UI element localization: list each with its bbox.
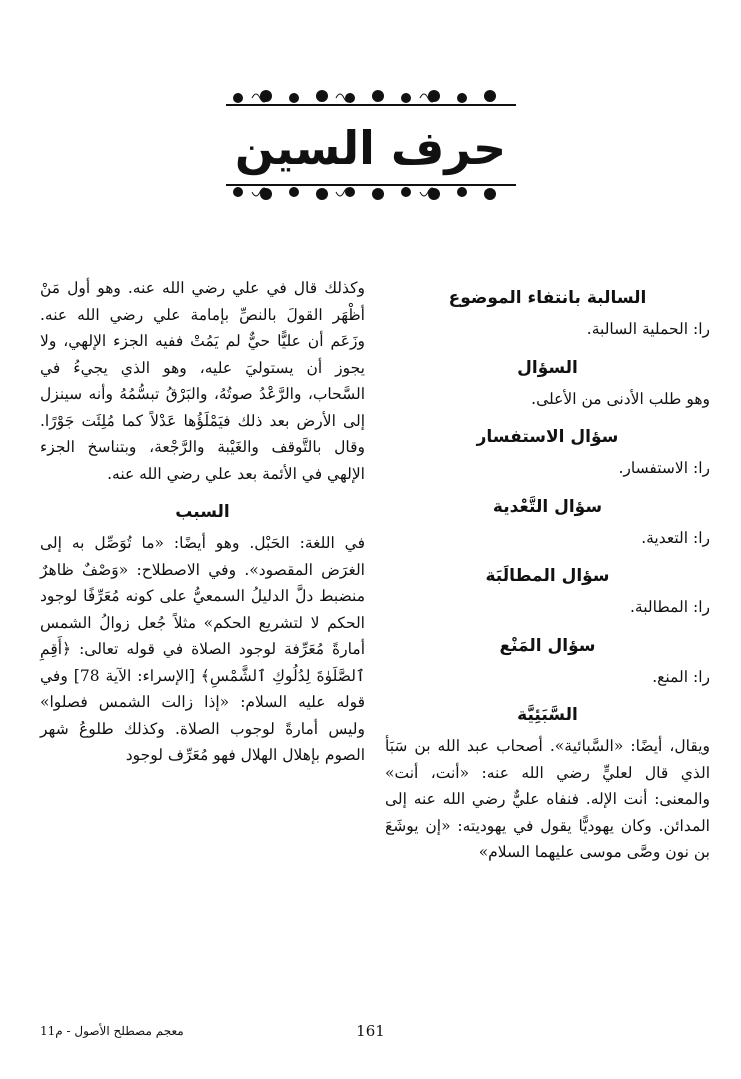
continuation-text: وكذلك قال في علي رضي الله عنه. وهو أول مَنْ أظْهَر القولَ بالنصِّ بإمامة علي رضي الله عنه. وزَعَم أن عليًّا حيٌّ لم يَمُتْ ففيه الجزء الإلهي، ولا يجوز أن يستوليَ عليه، وهو الذي يجيءُ في السَّحاب، والرَّعْدُ صوتُهُ، والبَرْقُ تبسُّمُهُ وأنه سينزل إلى الأرض بعد ذلك فيَمْلَؤُها عَدْلاً كما مُلِئَت جَوْرًا. وقال بالتَّوقف والغَيْبة والرَّجْعة، وبتناسخ الجزء الإلهي في الأئمة بعد علي رضي الله عنه.	[40, 279, 365, 483]
entry-heading: سؤال المطالَبَة	[485, 566, 610, 586]
entry	[385, 561, 710, 621]
entry-body: وهو طلب الأدنى من الأعلى.	[531, 389, 710, 408]
entry-heading: السَّبَئِيَّة	[517, 705, 578, 725]
entry-body: را: الحملية السالبة.	[586, 320, 710, 338]
entry-body: را: المنع.	[652, 667, 710, 686]
entry	[385, 700, 710, 866]
book-title-footer: معجم مصطلح الأصول - م11	[40, 1024, 184, 1038]
ornament-bottom	[0, 180, 741, 204]
entry	[385, 492, 710, 552]
entry	[385, 283, 710, 343]
entry-heading: سؤال المَنْع	[499, 635, 596, 656]
left-column	[40, 275, 365, 779]
entry	[385, 422, 710, 482]
chapter-title: حرف السين	[234, 121, 507, 175]
entry-body: را: الاستفسار.	[618, 459, 710, 477]
entry-body: ويقال، أيضًا: «السَّبائية». أصحاب عبد الله بن سَبَأ الذي قال لعليٍّ رضي الله عنه: «أنت، أنت» والمعنى: أنت الإله. فنفاه عليٌّ رضي الله عنه إلى المدائن. وكان يهوديًّا يقول في يهوديته: «إن يوشَعَ بن نون وصَّى موسى عليهما السلام»	[385, 737, 710, 861]
right-column	[385, 275, 710, 876]
entry-heading: سؤال الاستفسار	[476, 427, 619, 447]
entry-body: را: التعدية.	[641, 528, 710, 547]
entry-heading: سؤال التَّعْدية	[492, 496, 603, 517]
ornament-top	[0, 86, 741, 110]
entry-heading: السؤال	[517, 357, 578, 378]
entry	[385, 631, 710, 691]
page-number: 161	[356, 1022, 385, 1040]
entry-body-sabab: في اللغة: الحَبْل. وهو أيضًا: «ما تُوَصِّل به إلى الغرَض المقصود». وفي الاصطلاح: «وَصْفٌ ظاهرٌ منضبط دلَّ الدليلُ السمعيُّ على كونه مُعَرِّفًا لوجود الحكم لا لتشريع الحكم» مثلاً جُعل زوالُ الشمس أمارةً مُعَرِّفة لوجود الصلاة في قوله تعالى: ﴿أَقِمِ ٱلصَّلَوٰةَ لِدُلُوكِ ٱلشَّمْسِ﴾ [الإسراء: الآية 78] وفي قوله عليه السلام: «إذا زالت الشمس فصلوا» وليس أمارةً لوجوب الصلاة. وكذلك طلوعُ شهر الصوم بإهلال الهلال فهو مُعَرِّف لوجود	[40, 534, 365, 764]
entry	[385, 353, 710, 413]
entry-heading: السالبة بانتفاء الموضوع	[448, 288, 647, 308]
entry-body: را: المطالبة.	[629, 598, 710, 616]
entry-heading-sabab: السبب	[175, 502, 230, 522]
